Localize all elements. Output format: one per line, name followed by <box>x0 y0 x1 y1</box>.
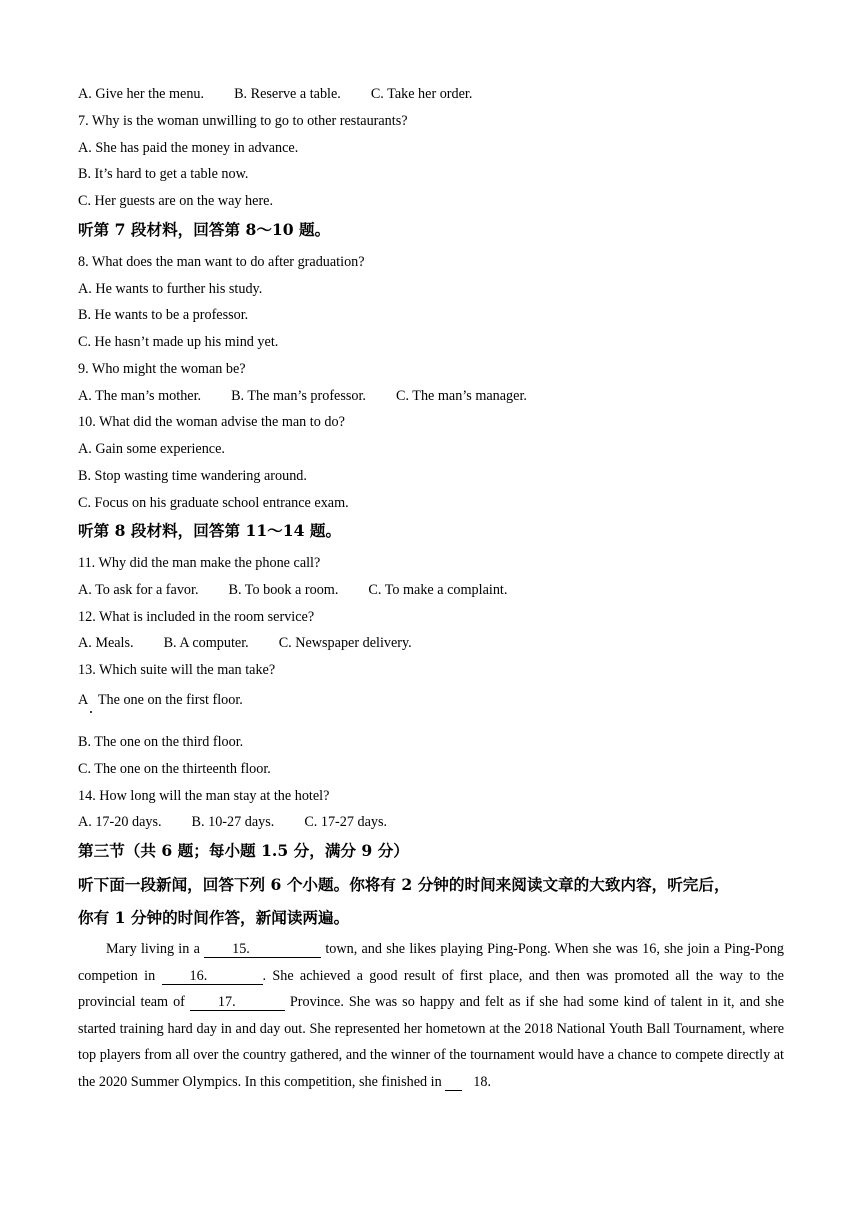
q9-options <box>78 387 527 405</box>
q9-question: 9. Who might the woman be? <box>78 361 246 377</box>
q9-option-b: B. The man’s professor. <box>231 388 366 404</box>
q6-option-b: B. Reserve a table. <box>234 86 341 102</box>
q13-option-c: C. The one on the thirteenth floor. <box>78 761 271 777</box>
section-heading-8: 听第 8 段材料，回答第 11～14 题。 <box>78 521 342 540</box>
stray-dot-mark <box>90 711 92 713</box>
blank-16: 16. <box>162 969 263 985</box>
blank-17: 17. <box>190 995 285 1011</box>
news-passage <box>78 936 784 1096</box>
q7-option-c: C. Her guests are on the way here. <box>78 193 274 209</box>
q7-option-b: B. It’s hard to get a table now. <box>78 166 249 182</box>
q9-option-c: C. The man’s manager. <box>395 388 527 404</box>
section3-heading: 第三节（共 6 题；每小题 1.5 分，满分 9 分） <box>78 841 409 860</box>
instructions-line-1: 听下面一段新闻，回答下列 6 个小题。你将有 2 分钟的时间来阅读文章的大致内容，听完后， <box>78 875 730 894</box>
blank-15: 15. <box>204 942 321 958</box>
passage-text-4: Province. She was so happy and felt as if she had some kind of talent in it, and she started training hard day in and day out. She represented her hometown at the 2018 National Youth Ball Tournament, where top players from all over the country gathered, and the winner of the tournament would have a chance to compete directly at the 2020 Summer Olympics. In this competition, she finished in <box>78 994 784 1090</box>
q8-option-b: B. He wants to be a professor. <box>78 307 249 323</box>
passage-text-1: Mary living in a <box>106 941 205 957</box>
q8-question: 8. What does the man want to do after graduation? <box>78 254 365 270</box>
q6-option-a: A. Give her the menu. <box>78 86 205 102</box>
q12-option-b: B. A computer. <box>163 635 249 651</box>
q14-option-a: A. 17-20 days. <box>78 814 162 830</box>
q11-option-a: A. To ask for a favor. <box>78 582 199 598</box>
q6-option-c: C. Take her order. <box>370 86 473 102</box>
q8-option-a: A. He wants to further his study. <box>78 281 263 297</box>
q10-question: 10. What did the woman advise the man to do? <box>78 414 345 430</box>
q11-options <box>78 581 507 599</box>
q14-option-b: B. 10-27 days. <box>191 814 275 830</box>
instructions-line-2: 你有 1 分钟的时间作答，新闻读两遍。 <box>78 908 350 927</box>
q10-option-b: B. Stop wasting time wandering around. <box>78 468 307 484</box>
passage-text-3: . She achieved a good result of first place, and then was promoted all the way to the provincial team of <box>78 967 784 1011</box>
q12-option-c: C. Newspaper delivery. <box>278 635 412 651</box>
q7-option-a: A. She has paid the money in advance. <box>78 140 299 156</box>
q10-option-a: A. Gain some experience. <box>78 441 225 457</box>
q12-options <box>78 634 412 652</box>
q13-question: 13. Which suite will the man take? <box>78 662 276 678</box>
q10-option-c: C. Focus on his graduate school entrance exam. <box>78 495 349 511</box>
blank-18: 18. <box>445 1075 462 1091</box>
q14-option-c: C. 17-27 days. <box>304 814 388 830</box>
q6-options <box>78 85 472 103</box>
q11-question: 11. Why did the man make the phone call? <box>78 555 321 571</box>
q8-option-c: C. He hasn’t made up his mind yet. <box>78 334 279 350</box>
q14-options <box>78 813 387 831</box>
section-heading-7: 听第 7 段材料，回答第 8～10 题。 <box>78 220 331 239</box>
q14-question: 14. How long will the man stay at the hotel? <box>78 788 330 804</box>
q11-option-b: B. To book a room. <box>228 582 339 598</box>
q13-option-a: A The one on the first floor. <box>78 692 243 708</box>
q7-question: 7. Why is the woman unwilling to go to other restaurants? <box>78 113 408 129</box>
passage-text-2: town, and she likes playing Ping-Pong. When she was 16, she join a Ping-Pong competion in <box>78 941 784 984</box>
q9-option-a: A. The man’s mother. <box>78 388 202 404</box>
q12-question: 12. What is included in the room service? <box>78 609 315 625</box>
q11-option-c: C. To make a complaint. <box>368 582 508 598</box>
q12-option-a: A. Meals. <box>78 635 134 651</box>
q13-option-b: B. The one on the third floor. <box>78 734 244 750</box>
